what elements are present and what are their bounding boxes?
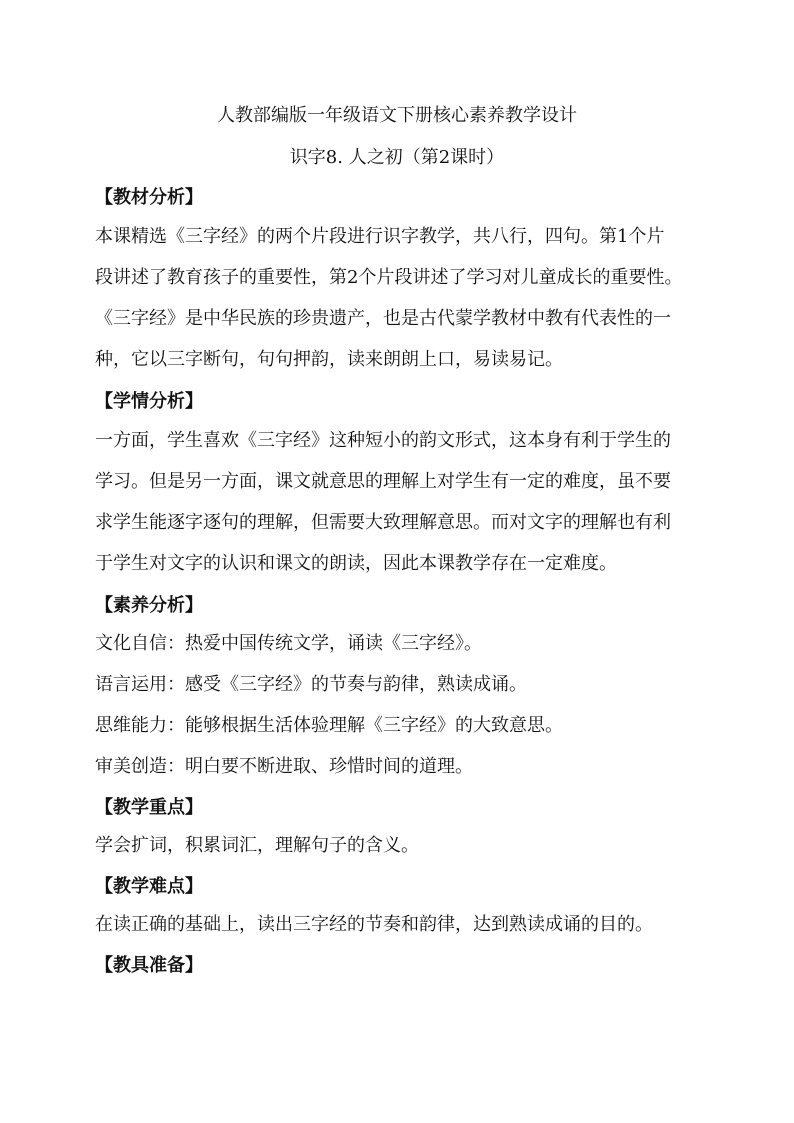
document-title: 人教部编版一年级语文下册核心素养教学设计 xyxy=(217,105,577,126)
section-heading: 【教具准备】 xyxy=(95,955,203,976)
paragraph-line: 一方面，学生喜欢《三字经》这种短小的韵文形式，这本身有利于学生的 xyxy=(95,430,671,451)
section-heading: 【教学重点】 xyxy=(95,797,203,818)
section-key-points xyxy=(95,794,735,860)
section-heading: 【教学难点】 xyxy=(95,876,203,897)
section-student-analysis xyxy=(95,388,735,584)
paragraph-line: 求学生能逐字逐句的理解，但需要大致理解意思。而对文字的理解也有利 xyxy=(95,512,671,533)
section-difficulties xyxy=(95,873,735,939)
literacy-item-language-use: 语言运用：感受《三字经》的节奏与韵律，熟读成诵。 xyxy=(95,674,527,695)
paragraph-line: 种，它以三字断句，句句押韵，读来朗朗上口，易读易记。 xyxy=(95,349,563,370)
literacy-item-thinking-ability: 思维能力：能够根据生活体验理解《三字经》的大致意思。 xyxy=(95,715,563,736)
section-heading: 【素养分析】 xyxy=(95,595,203,616)
document-subtitle: 识字8. 人之初（第2课时） xyxy=(289,147,505,168)
paragraph-line: 《三字经》是中华民族的珍贵遗产，也是古代蒙学教材中教有代表性的一 xyxy=(95,308,671,329)
section-heading: 【学情分析】 xyxy=(95,391,203,412)
paragraph-line: 段讲述了教育孩子的重要性，第2个片段讲述了学习对儿童成长的重要性。 xyxy=(95,267,683,288)
section-textbook-analysis xyxy=(95,184,735,380)
key-points-text: 学会扩词，积累词汇，理解句子的含义。 xyxy=(95,835,419,856)
section-heading: 【教材分析】 xyxy=(95,187,203,208)
difficulties-text: 在读正确的基础上，读出三字经的节奏和韵律，达到熟读成诵的目的。 xyxy=(95,914,653,935)
paragraph-line: 学习。但是另一方面，课文就意思的理解上对学生有一定的难度，虽不要 xyxy=(95,471,671,492)
paragraph-line: 于学生对文字的认识和课文的朗读，因此本课教学存在一定难度。 xyxy=(95,553,617,574)
paragraph-line: 本课精选《三字经》的两个片段进行识字教学，共八行，四句。第1个片 xyxy=(95,226,665,247)
section-literacy-analysis xyxy=(95,592,735,781)
literacy-item-cultural-confidence: 文化自信：热爱中国传统文学，诵读《三字经》。 xyxy=(95,633,482,654)
section-materials xyxy=(95,952,735,984)
literacy-item-aesthetic-creation: 审美创造：明白要不断进取、珍惜时间的道理。 xyxy=(95,756,473,777)
document-body xyxy=(95,184,735,984)
